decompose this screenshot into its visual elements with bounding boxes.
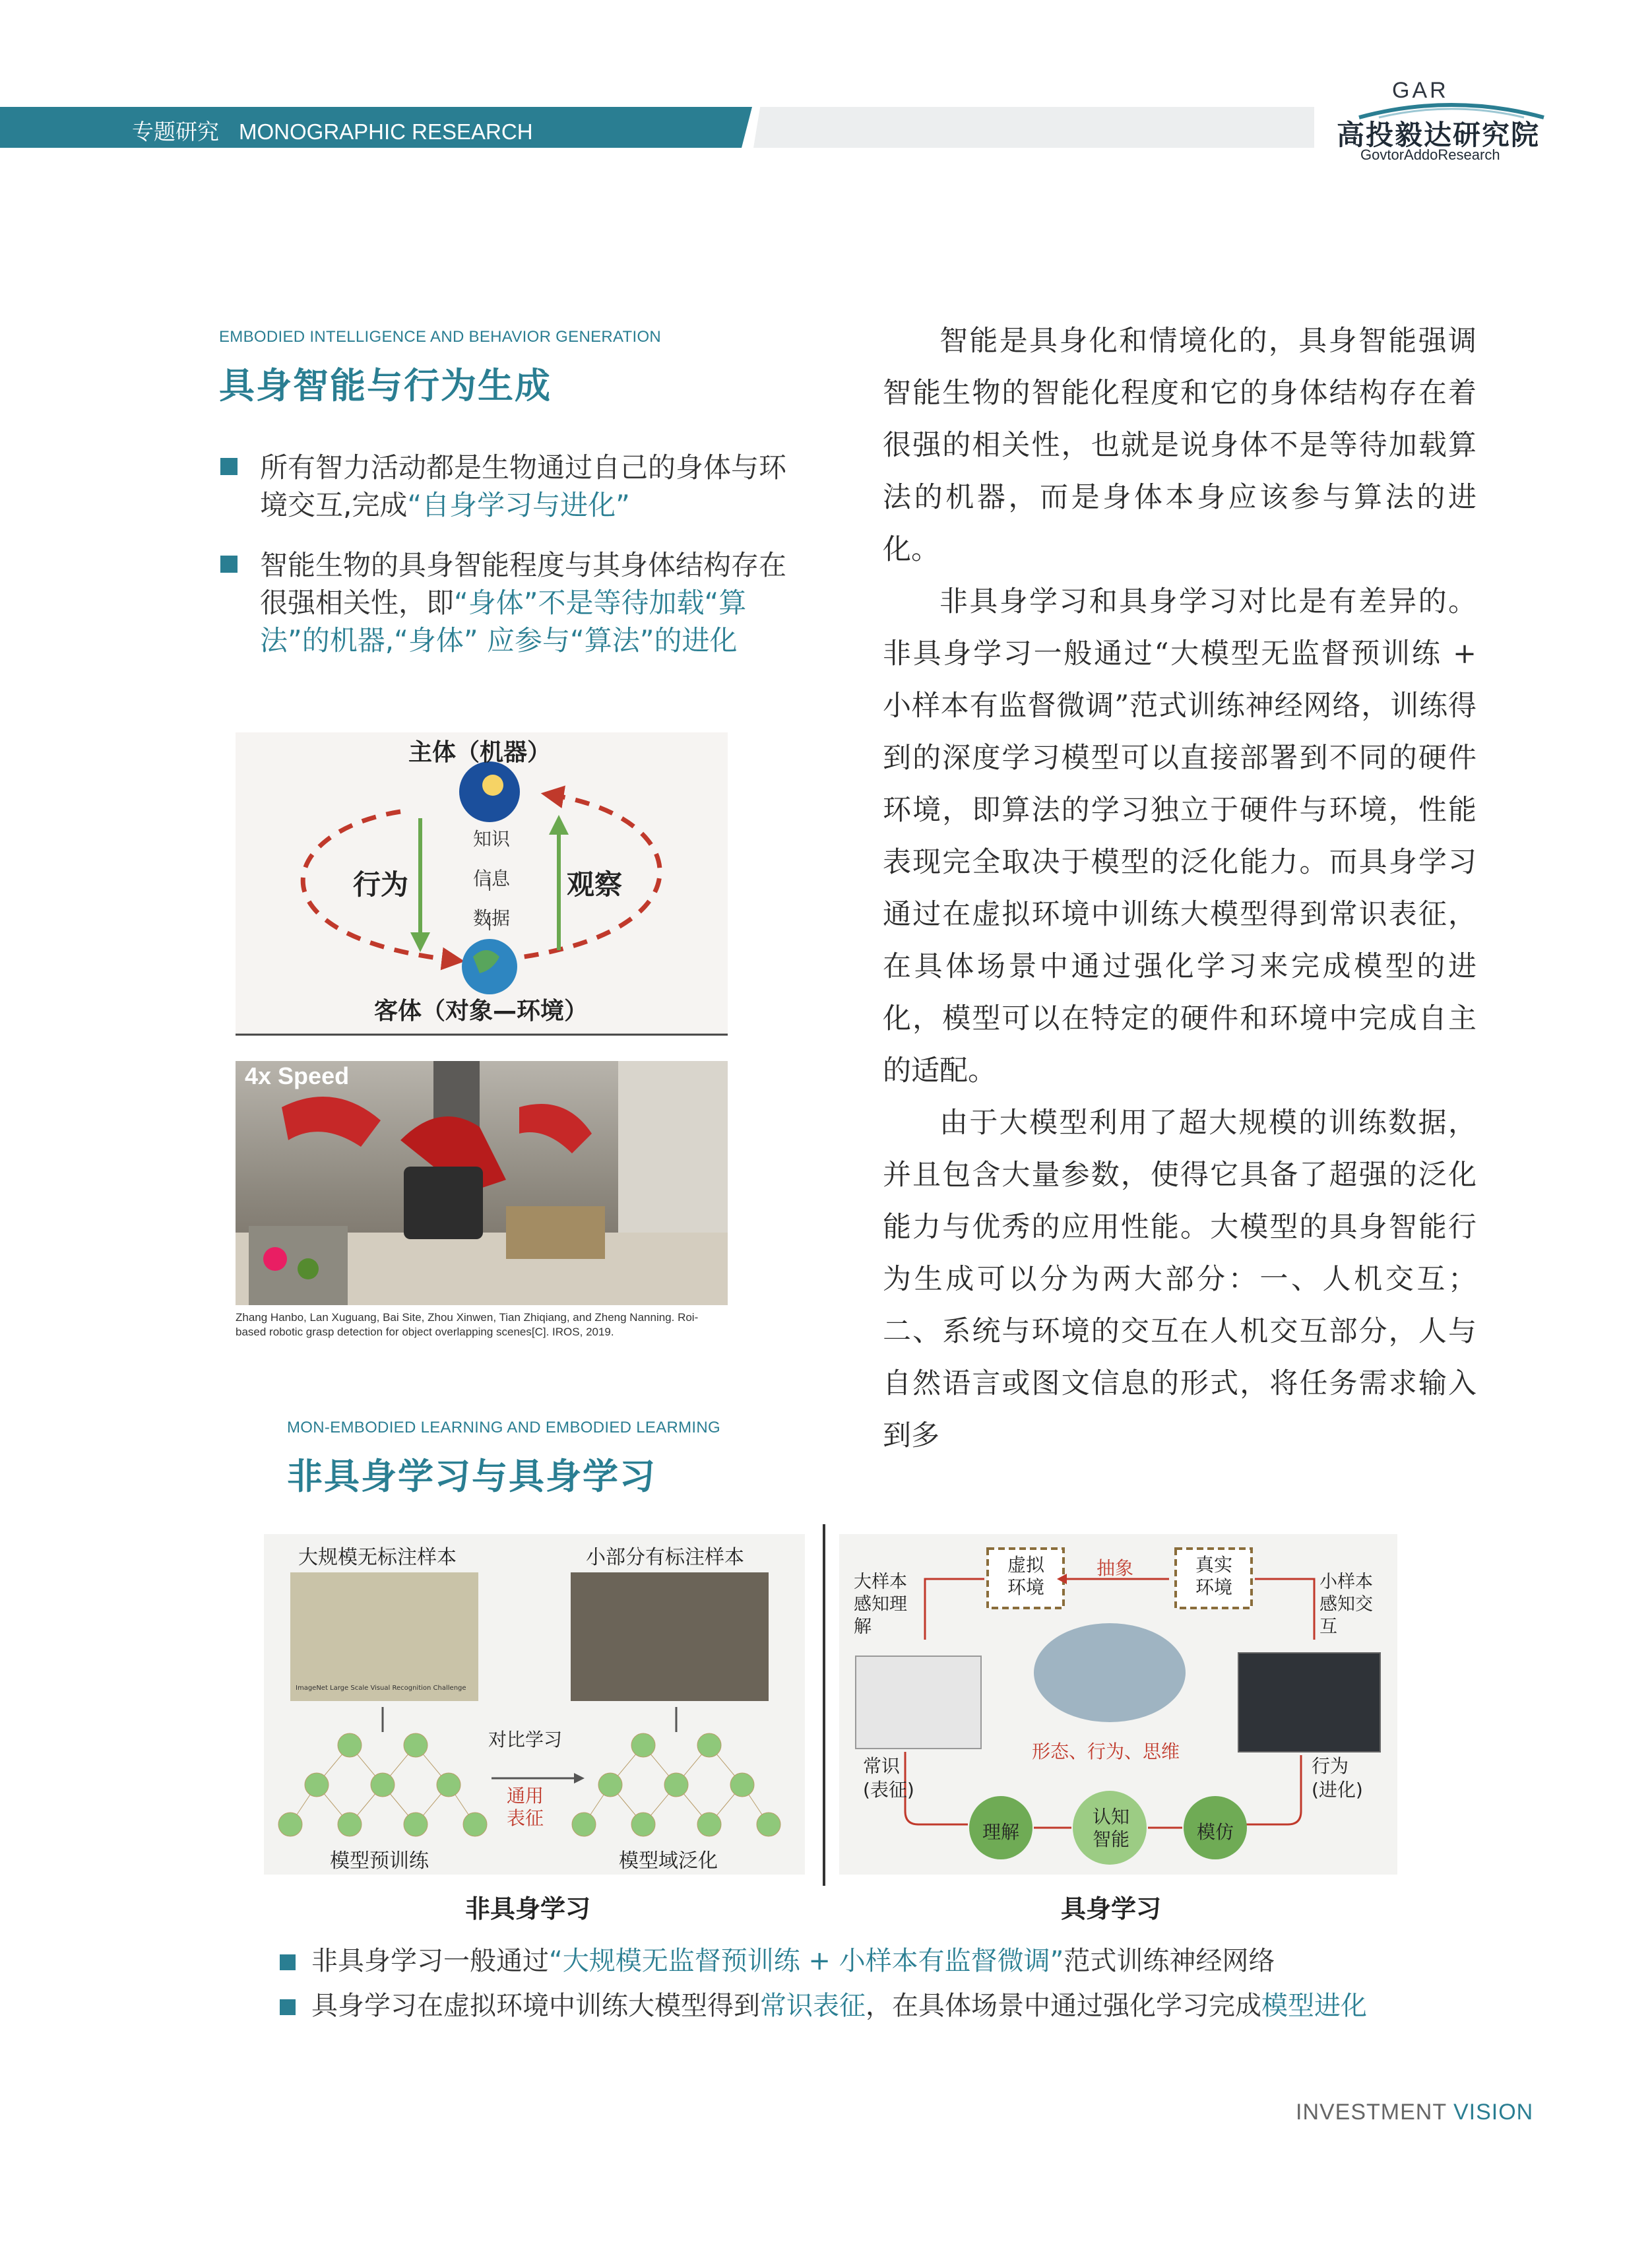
imitate-label: 模仿: [1197, 1821, 1234, 1843]
contrast-label: 对比学习: [488, 1729, 563, 1751]
section1-bullet-1: 所有智力活动都是生物通过自己的身体与环境交互,完成“自身学习与进化”: [260, 449, 794, 524]
diagram-divider: [823, 1524, 825, 1886]
bottom-bullet-2: 具身学习在虚拟环境中训练大模型得到常识表征，在具体场景中通过强化学习完成模型进化: [280, 1985, 1367, 2022]
diagram-embodied-loop: [236, 732, 728, 1036]
sim-scene-image: [856, 1656, 981, 1749]
article-paragraph-2: 非具身学习和具身学习对比是有差异的。非具身学习一般通过“大模型无监督预训练 + 小样本有监督微调”范式训练神经网络，训练得到的深度学习模型可以直接部署到不同的硬件环境，即算法的学习独立于硬件与环境，性能表现完全取决于模型的泛化能力。而具身学习通过在虚拟环境中训练大模型得到常识表征，在具体场景中通过强化学习来完成模型的进化，模型可以在特定的硬件和环境中完成自主的适配。: [883, 585, 1477, 1087]
diagram1-left-label: 行为: [353, 868, 409, 901]
general-repr-label: 通用表征: [507, 1785, 544, 1829]
speed-overlay: 4x Speed: [245, 1062, 350, 1089]
action-evolve-label: 行为(进化): [1312, 1755, 1363, 1801]
pretrain-label: 模型预训练: [330, 1850, 429, 1873]
robot-arm-icon: [236, 1061, 728, 1305]
large-unlabeled-label: 大规模无标注样本: [298, 1546, 457, 1569]
diagram1-center-1: 知识: [473, 828, 511, 850]
big-sample-label: 大样本感知理解: [854, 1572, 907, 1637]
labeled-sample-grid: [571, 1572, 769, 1701]
header-banner-gray: [753, 107, 1314, 148]
cognition-label: 认知智能: [1092, 1806, 1129, 1850]
unlabeled-sample-grid: [290, 1572, 478, 1701]
diagram1-bottom-label: 客体（对象—环境）: [374, 998, 588, 1025]
form-behavior-label: 形态、行为、思维: [1032, 1741, 1180, 1762]
real-env-label: 真实环境: [1195, 1554, 1232, 1598]
header-section-en: MONOGRAPHIC RESEARCH: [239, 119, 533, 144]
robot-lab-image: [1034, 1623, 1186, 1722]
diagram1-top-label: 主体（机器）: [408, 739, 552, 766]
abstract-label: 抽象: [1096, 1557, 1134, 1579]
diagram-embodied: [839, 1534, 1397, 1875]
article-body: [883, 315, 1477, 1462]
footer-brand: INVESTMENT VISION: [1296, 2100, 1534, 2125]
article-paragraph-3: 由于大模型利用了超大规模的训练数据，并且包含大量参数，使得它具备了超强的泛化能力与优秀的应用性能。大模型的具身智能行为生成可以分为两大部分：一、人机交互；二、系统与环境的交互在人机交互部分，人与自然语言或图文信息的形式，将任务需求输入到多: [883, 1107, 1477, 1452]
pretrain-network-icon: [278, 1733, 487, 1836]
small-labeled-label: 小部分有标注样本: [586, 1546, 744, 1569]
section1-title: 具身智能与行为生成: [219, 365, 552, 406]
header-section-cn: 专题研究: [132, 119, 219, 144]
bullet-square-icon: [280, 1999, 296, 2015]
article-paragraph-1: 智能是具身化和情境化的，具身智能强调智能生物的智能化程度和它的身体结构存在着很强的相关性，也就是说身体不是等待加载算法的机器，而是身体本身应该参与算法的进化。: [883, 325, 1477, 566]
generalize-network-icon: [572, 1733, 780, 1836]
embodied-caption: 具身学习: [1061, 1894, 1162, 1923]
section1-bullet-2: 智能生物的具身智能程度与其身体结构存在很强相关性，即“身体”不是等待加载“算法”的机器,“身体” 应参与“算法”的进化: [260, 546, 794, 659]
generalize-label: 模型域泛化: [619, 1850, 718, 1873]
photo-caption: Zhang Hanbo, Lan Xuguang, Bai Site, Zhou Xinwen, Tian Zhiqiang, and Zheng Nanning. Roi-based robotic grasp detection for object overlapping scenes[C]. IROS, 2019.: [236, 1311, 699, 1338]
section2-title: 非具身学习与具身学习: [287, 1456, 656, 1497]
diagram1-center-2: 信息: [473, 868, 511, 889]
real-scene-image: [1238, 1653, 1380, 1752]
small-sample-label: 小样本感知交互: [1319, 1572, 1373, 1637]
diagram1-center-3: 数据: [473, 907, 511, 929]
common-sense-label: 常识(表征): [863, 1755, 914, 1801]
robot-photo: [236, 1061, 728, 1305]
virtual-env-label: 虚拟环境: [1007, 1554, 1044, 1598]
imagenet-label: ImageNet Large Scale Visual Recognition Challenge: [296, 1685, 466, 1692]
bullet-square-icon: [280, 1954, 296, 1970]
logo-name-cn: 高投毅达研究院: [1337, 119, 1541, 151]
non-embodied-caption: 非具身学习: [465, 1894, 591, 1923]
logo-abbr: GAR: [1392, 78, 1449, 103]
understand-label: 理解: [982, 1821, 1020, 1843]
diagram-non-embodied: [264, 1534, 805, 1875]
diagram1-right-label: 观察: [567, 868, 623, 901]
logo-name-en: GovtorAddoResearch: [1360, 146, 1500, 163]
header-section-label: [132, 115, 533, 146]
bullet-square-icon: [220, 556, 238, 573]
bullet-square-icon: [220, 458, 238, 475]
section1-subtitle-en: EMBODIED INTELLIGENCE AND BEHAVIOR GENERATION: [219, 328, 662, 346]
bottom-bullet-1: 非具身学习一般通过“大规模无监督预训练 + 小样本有监督微调”范式训练神经网络: [280, 1940, 1275, 1978]
section2-subtitle-en: MON-EMBODIED LEARNING AND EMBODIED LEARMING: [287, 1419, 720, 1436]
